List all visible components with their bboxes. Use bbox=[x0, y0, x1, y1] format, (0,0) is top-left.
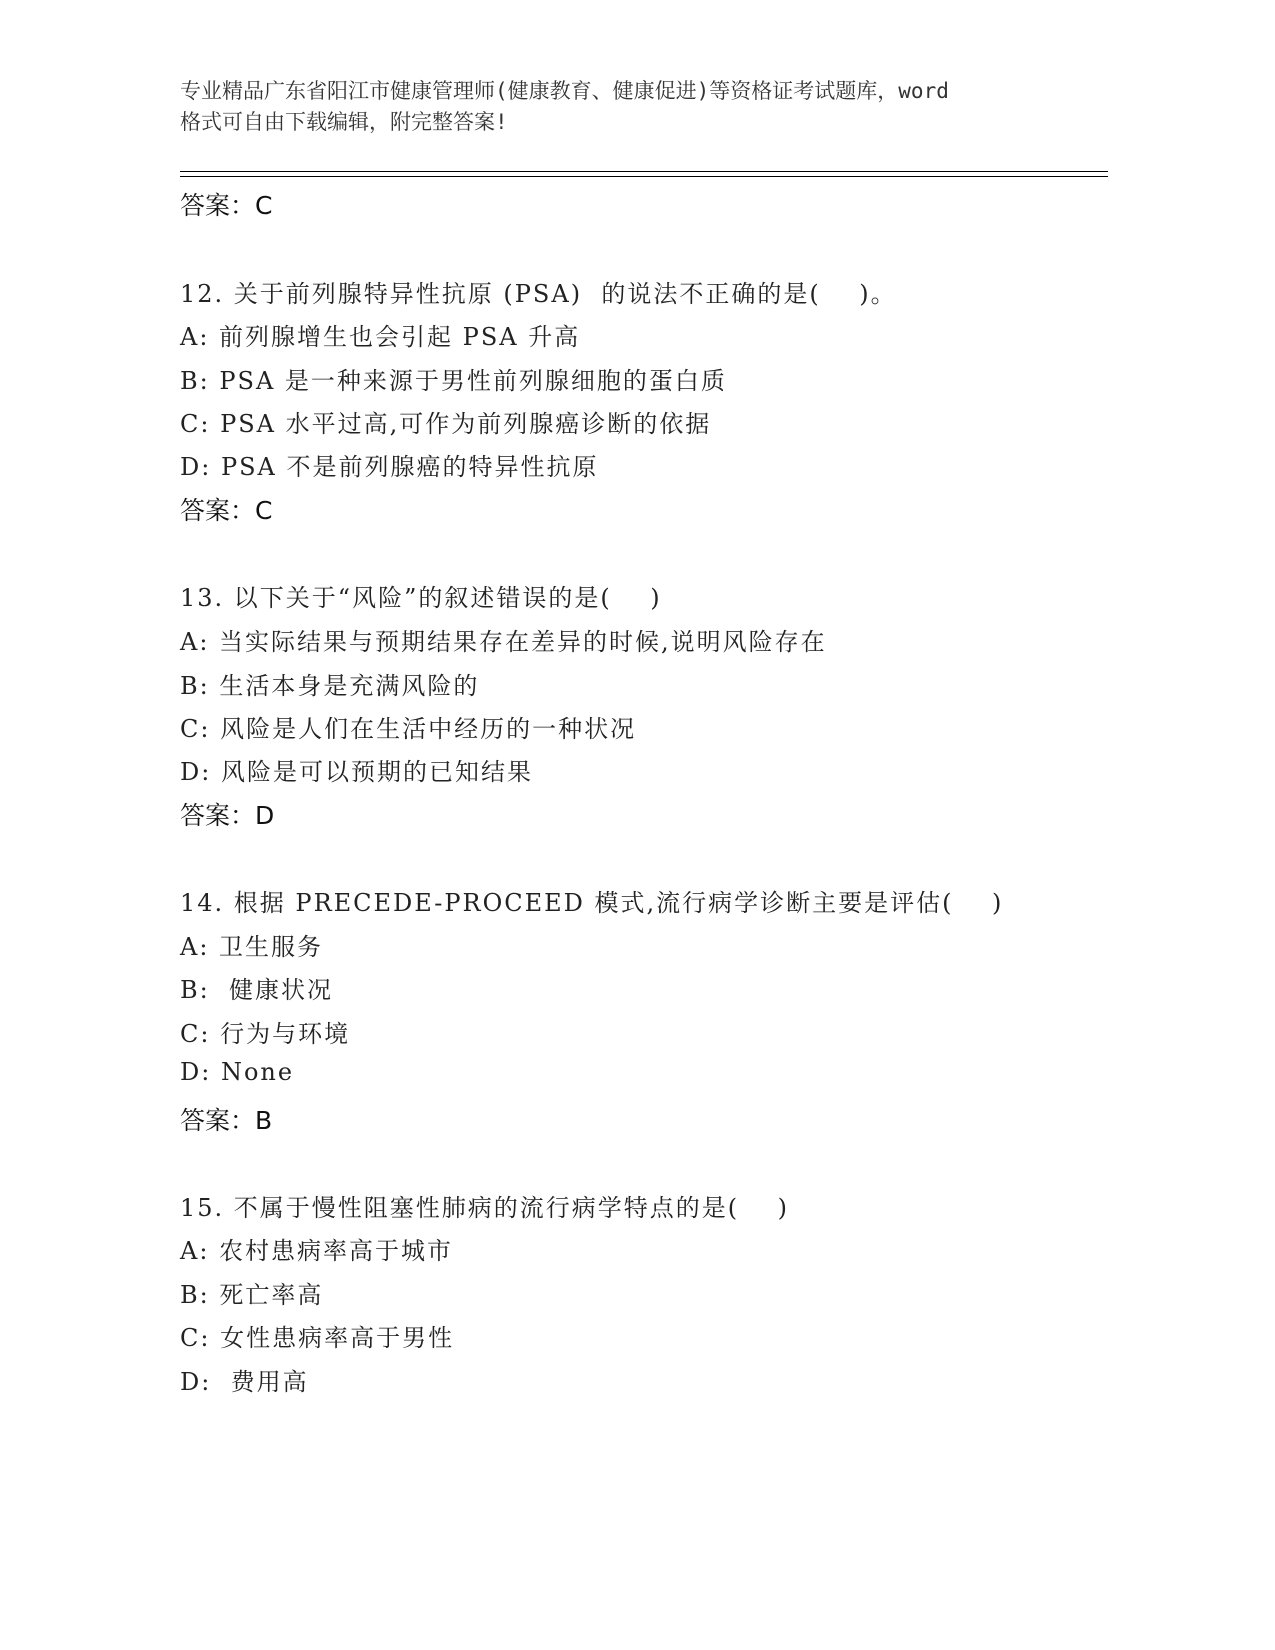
option-d: D: 风险是可以预期的已知结果 bbox=[180, 758, 533, 786]
header-divider-top bbox=[180, 171, 1108, 172]
question-stem: 12. 关于前列腺特异性抗原 (PSA) 的说法不正确的是( )。 bbox=[180, 280, 897, 308]
answer: 答案：C bbox=[180, 496, 273, 525]
option-b: B: PSA 是一种来源于男性前列腺细胞的蛋白质 bbox=[180, 367, 727, 395]
option-b: B: 死亡率高 bbox=[180, 1281, 324, 1309]
question-stem: 14. 根据 PRECEDE-PROCEED 模式,流行病学诊断主要是评估( ) bbox=[180, 889, 1004, 917]
header-line-2: 格式可自由下载编辑，附完整答案! bbox=[180, 110, 508, 134]
answer: 答案：B bbox=[180, 1106, 273, 1135]
option-c: C: 行为与环境 bbox=[180, 1020, 351, 1048]
option-b: B: 生活本身是充满风险的 bbox=[180, 672, 480, 700]
option-a: A: 农村患病率高于城市 bbox=[180, 1237, 454, 1265]
option-a: A: 当实际结果与预期结果存在差异的时候,说明风险存在 bbox=[180, 628, 827, 656]
header-line-1: 专业精品广东省阳江市健康管理师(健康教育、健康促进)等资格证考试题库，word bbox=[180, 79, 949, 103]
header-divider-bottom bbox=[180, 176, 1108, 177]
option-a: A: 卫生服务 bbox=[180, 933, 324, 961]
option-b: B: 健康状况 bbox=[180, 976, 333, 1004]
option-d: D: PSA 不是前列腺癌的特异性抗原 bbox=[180, 453, 599, 481]
option-d: D: 费用高 bbox=[180, 1368, 309, 1396]
option-d: D: None bbox=[180, 1058, 295, 1086]
option-c: C: PSA 水平过高,可作为前列腺癌诊断的依据 bbox=[180, 410, 712, 438]
question-stem: 15. 不属于慢性阻塞性肺病的流行病学特点的是( ) bbox=[180, 1194, 790, 1222]
option-c: C: 女性患病率高于男性 bbox=[180, 1324, 455, 1352]
document-header bbox=[180, 76, 1080, 138]
option-c: C: 风险是人们在生活中经历的一种状况 bbox=[180, 715, 637, 743]
option-a: A: 前列腺增生也会引起 PSA 升高 bbox=[180, 323, 581, 351]
question-stem: 13. 以下关于“风险”的叙述错误的是( ) bbox=[180, 584, 662, 612]
answer-prev: 答案：C bbox=[180, 191, 273, 220]
answer: 答案：D bbox=[180, 801, 275, 830]
